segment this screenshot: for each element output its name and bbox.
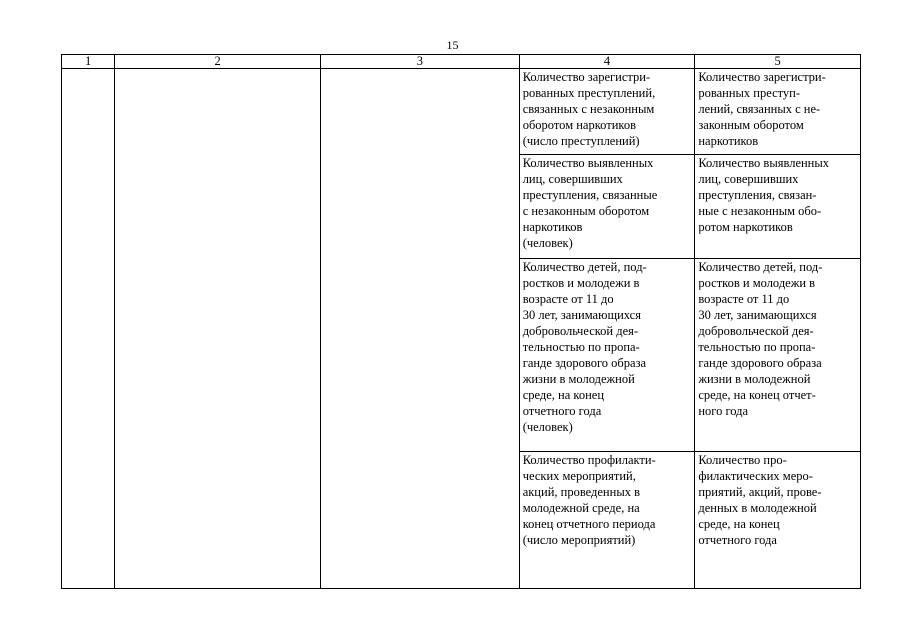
- indicator-cell: [519, 452, 695, 589]
- column-header-3: 3: [320, 55, 519, 69]
- column-3-cell: [320, 69, 519, 589]
- indicator-text-alt: Количество зарегистри- рованных преступ- лений, связанных с не- законным оборотом наркотиков: [698, 70, 826, 148]
- column-header-2: 2: [115, 55, 321, 69]
- indicator-text-alt: Количество про- филактических меро- приятий, акций, прове- денных в молодежной среде, на конец отчетного года: [698, 453, 822, 547]
- indicator-text: Количество выявленных лиц, совершивших преступления, связанные с незаконным оборотом наркотиков (человек): [522, 156, 658, 250]
- indicator-cell-alt: [695, 155, 861, 259]
- column-header-1: 1: [62, 55, 115, 69]
- page-number: 15: [446, 38, 459, 52]
- indicator-cell: [519, 69, 695, 155]
- table-header-row: [62, 55, 861, 69]
- indicator-cell-alt: [695, 69, 861, 155]
- indicator-text: Количество детей, под- ростков и молодежи в возрасте от 11 до 30 лет, занимающихся добровольческой дея- тельностью по пропа- ганде здорового образа жизни в молодежной среде, на конец отчетного года (человек): [522, 260, 647, 434]
- indicator-text: Количество профилакти- ческих мероприятий, акций, проведенных в молодежной среде, на конец отчетного периода (число мероприятий): [522, 453, 656, 547]
- indicator-cell-alt: [695, 259, 861, 452]
- column-header-4: 4: [519, 55, 695, 69]
- indicator-text-alt: Количество выявленных лиц, совершивших преступления, связан- ные с незаконным обо- ротом наркотиков: [698, 156, 830, 234]
- indicator-cell: [519, 155, 695, 259]
- indicator-cell: [519, 259, 695, 452]
- column-header-5: 5: [695, 55, 861, 69]
- indicators-table: [61, 54, 861, 589]
- column-2-cell: [115, 69, 321, 589]
- indicator-text-alt: Количество детей, под- ростков и молодежи в возрасте от 11 до 30 лет, занимающихся добровольческой дея- тельностью по пропа- ганде здорового образа жизни в молодежной среде, на конец отчет- ного года: [698, 260, 823, 418]
- table-row: [62, 69, 861, 155]
- column-1-cell: [62, 69, 115, 589]
- indicator-text: Количество зарегистри- рованных преступлений, связанных с незаконным оборотом наркотиков (число преступлений): [522, 70, 656, 148]
- indicator-cell-alt: [695, 452, 861, 589]
